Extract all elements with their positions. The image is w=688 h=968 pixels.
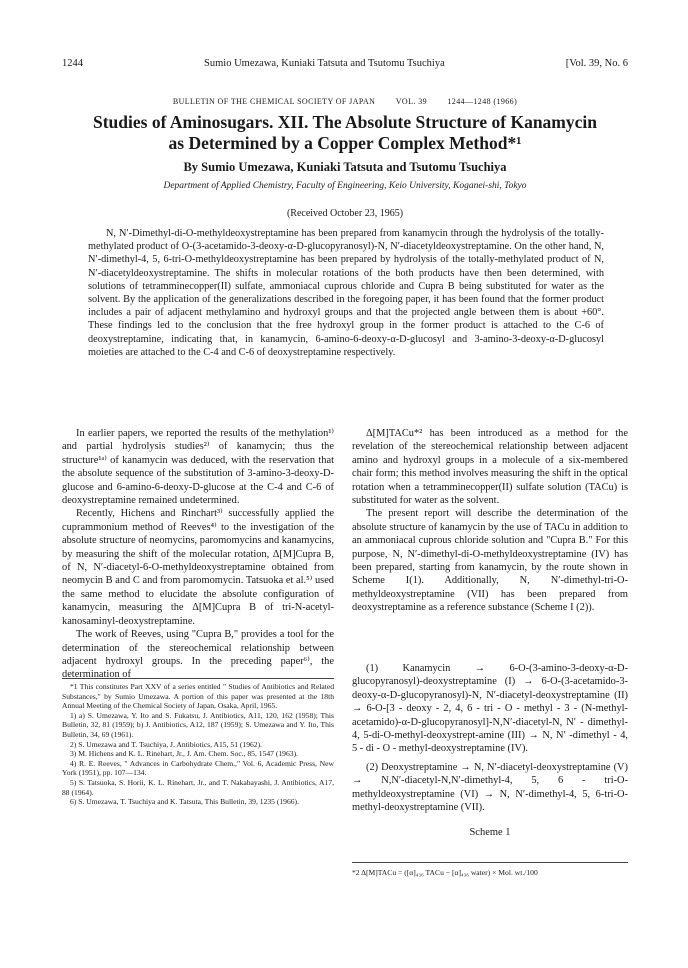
scheme-step-2: (2) Deoxystreptamine → N, N′-diacetyl-deoxystreptamine (V) → N,N′-diacetyl-N,N′-dimethyl-4, 5, 6 - tri-O-methyldeoxystreptamine (VI) → N, N′-dimethyl-4, 5, 6-tri-O-methyl-deoxystreptamine (VII). xyxy=(352,761,628,814)
paragraph: The work of Reeves, using "Cupra B," provides a tool for the determination of the stereochemical relationship between adjacent hydroxyl groups. In the preceding paper⁶⁾, the determination of xyxy=(62,629,334,681)
footnote: 1) a) S. Umezawa, Y. Ito and S. Fukatsu, J. Antibiotics, A11, 120, 162 (1958); This Bulletin, 32, 81 (1959); b) J. Antibiotics, A12, 187 (1959); S. Umezawa and Y. Ito, This Bulletin, 34, 69 (1961). xyxy=(62,710,334,739)
volume-label: [Vol. 39, No. 6 xyxy=(565,58,628,69)
title-line-2: as Determined by a Copper Complex Method*¹ xyxy=(168,133,522,153)
body-left-column xyxy=(62,427,334,682)
footnote: 2) S. Umezawa and T. Tsuchiya, J. Antibiotics, A15, 51 (1962). xyxy=(70,739,263,749)
scheme-steps xyxy=(352,662,628,819)
title-line-1: Studies of Aminosugars. XII. The Absolute Structure of Kanamycin xyxy=(93,112,597,132)
journal-line xyxy=(62,97,628,106)
footnote: 5) S. Tatsuoka, S. Horii, K. L. Rinehart, Jr., and T. Nakabayashi, J. Antibiotics, A17, 88 (1964). xyxy=(62,777,334,797)
journal-pages: 1244—1248 (1966) xyxy=(447,97,518,106)
scheme-step-1: (1) Kanamycin → 6-O-(3-amino-3-deoxy-α-D-glucopyranosyl)-deoxystreptamine (I) → 6-O-(3-acetamido-3-deoxy-α-D-glucopyranosyl)-N, N′-diacetyl-deoxystreptamine (II) → 6-O-[3 - deoxy - 2, 4, 6 - tri - O - methyl - 3 - (N-methyl-acetamido)-α-D-glucopyranosyl]-N,N′-diacetyl-N, N′ - dimethyl-4, 5-di-O-methyl-deoxystrept-amine (III) → N, N′ -dimethyl - 4, 5 - di - O - methyl-deoxystreptamine (IV). xyxy=(352,663,628,755)
authors: By Sumio Umezawa, Kuniaki Tatsuta and Tsutomu Tsuchiya xyxy=(183,160,507,174)
footnote-tacu: *2 Δ[M]TACu = ([α]₄₃₆ TACu − [α]₄₃₆ water) × Mol. wt./100 xyxy=(352,862,628,877)
page-number: 1244 xyxy=(62,58,83,69)
footnote: *1 This constitutes Part XXV of a series entitled " Studies of Antibiotics and Related Substances," by Sumio Umezawa. A portion of this paper was presented at the 18th Annual Meeting of the Chemical Society of Japan, Osaka, April, 1965. xyxy=(62,682,334,711)
journal-volume: VOL. 39 xyxy=(395,97,427,106)
footnote: 3) M. Hichens and K. L. Rinehart, Jr., J. Am. Chem. Soc., 85, 1547 (1963). xyxy=(70,749,299,759)
paragraph: Δ[M]TACu*² has been introduced as a method for the revelation of the stereochemical relationship between adjacent amino and hydroxyl groups in a molecule of a six-membered chair form; this method involves measuring the shift in the optical rotation when a tetramminecopper(II) sulfate solution (TACu) is substituted for water as the solvent. xyxy=(352,428,628,507)
scheme-label: Scheme 1 xyxy=(469,827,511,838)
running-authors: Sumio Umezawa, Kuniaki Tatsuta and Tsutomu Tsuchiya xyxy=(204,58,445,69)
journal-name: BULLETIN OF THE CHEMICAL SOCIETY OF JAPAN xyxy=(172,97,376,106)
footnote: 4) R. E. Reeves, " Advances in Carbohydrate Chem.," Vol. 6, Academic Press, New York (1951), pp. 107—134. xyxy=(62,758,334,778)
running-head xyxy=(62,58,628,69)
paragraph: Recently, Hichens and Rinchart³⁾ successfully applied the cuprammonium method of Reeves⁴⁾ to the investigation of the absolute structure of neomycins, paromomycins and kanamycins, by measuring the shift of the molecular rotation, Δ[M]Cupra B, of N, N′-diacetyl-6-O-methyldeoxystreptamine obtained from neomycin B and C and from paromomycin. Tatsuoka et al.⁵⁾ used the same method to elucidate the absolute configuration of kanamycin, measuring the Δ[M]Cupra B of tri-N-acetyl-kanosaminyl-deoxystreptamine. xyxy=(62,508,334,627)
article-title xyxy=(62,112,628,154)
received-date: (Received October 23, 1965) xyxy=(286,208,404,219)
paragraph: The present report will describe the determination of the absolute structure of kanamycin by the use of TACu in addition to an ammoniacal cuprous chloride solution and "Cupra B." For this purpose, N, N′-dimethyl-di-O-methyldeoxystreptamine (IV) has been prepared, starting from kanamycin, by the route shown in Scheme I(1). Additionally, N, N′-dimethyl-tri-O-methyldeoxystreptamine (VII) has been prepared from deoxystreptamine as a reference substance (Scheme I (2)). xyxy=(352,508,628,614)
footnotes xyxy=(62,678,334,807)
paragraph: In earlier papers, we reported the results of the methylation¹⁾ and partial hydrolysis studies²⁾ of kanamycin; thus the structure¹ᵃ⁾ of kanamycin was deduced, with the reservation that the absolute sequence of the substitution of 3-amino-3-deoxy-D-glucose and 6-amino-6-deoxy-D-glucose at the C-4 and C-6 of deoxystreptamine remained undetermined. xyxy=(62,428,334,507)
footnote: 6) S. Umezawa, T. Tsuchiya and K. Tatsuta, This Bulletin, 39, 1235 (1966). xyxy=(70,797,299,807)
abstract: N, N′-Dimethyl-di-O-methyldeoxystreptamine has been prepared from kanamycin through the hydrolysis of the totally-methylated product of O-(3-acetamido-3-deoxy-α-D-glucopyranosyl)-N, N′-diacetyldeoxystreptamine. On the other hand, N, N′-dimethyl-4, 5, 6-tri-O-methyldeoxystreptamine has been prepared by hydrolysis of the totally-methylated product of N, N′-diacetyldeoxystreptamine. The shifts in molecular rotations of the both products have then been determined, with solutions of tetramminecopper(II) sulfate, ammoniacal cuprous chloride and Cupra B being substituted for water as the solvent. By the application of the generalizations described in the foregoing paper, it has been found that the former product includes a pair of adjacent methylamino and hydroxyl groups and that the projected angle between them is about +60°. These findings led to the conclusion that the free hydroxyl group in the former product is attached to the C-6 of deoxystreptamine, indicating that, in kanamycin, 6-amino-6-deoxy-α-D-glucosyl and 3-amino-3-deoxy-α-D-glucosyl moieties are attached to the C-4 and C-6 of deoxystreptamine respectively. xyxy=(88,228,604,358)
affiliation: Department of Applied Chemistry, Faculty of Engineering, Keio University, Koganei-shi, Tokyo xyxy=(163,181,527,191)
body-right-column xyxy=(352,427,628,615)
